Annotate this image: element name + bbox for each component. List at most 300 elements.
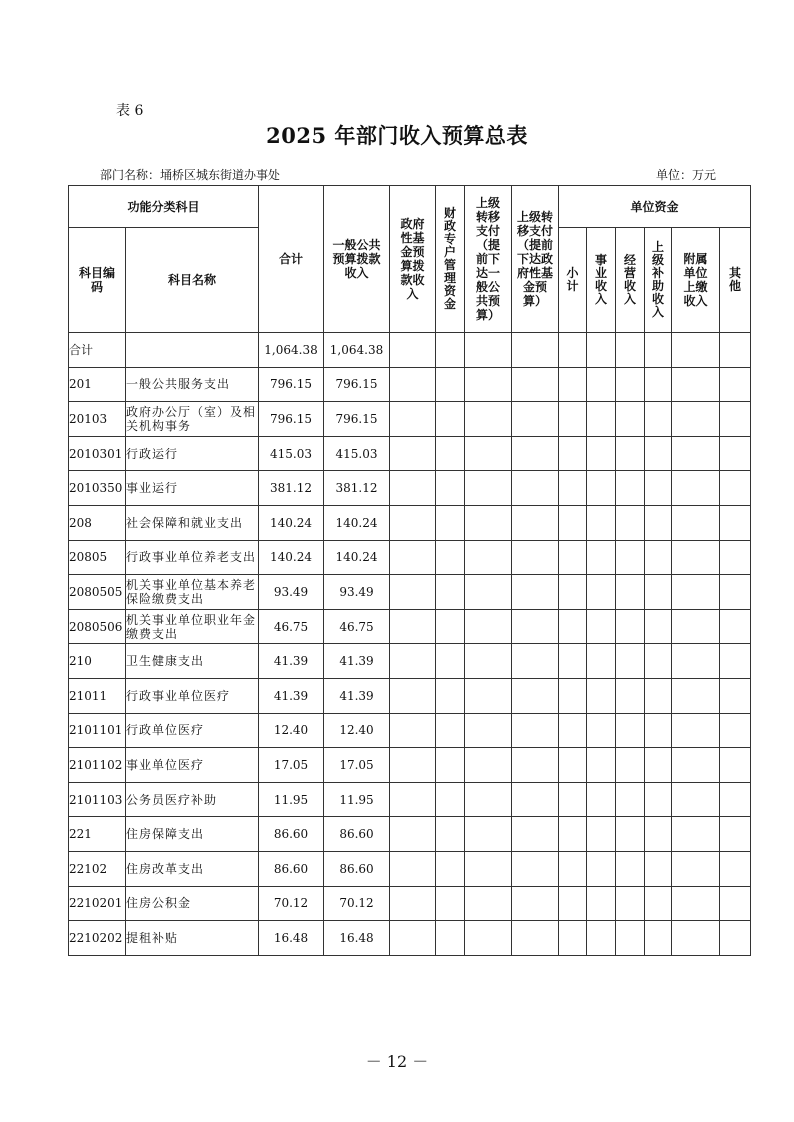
row-empty-cell — [616, 817, 645, 852]
row-total: 93.49 — [259, 575, 324, 610]
row-total: 140.24 — [259, 540, 324, 575]
row-general-budget: 11.95 — [324, 782, 390, 817]
header-subtotal — [559, 228, 587, 333]
row-code: 2210201 — [69, 886, 126, 921]
row-total: 140.24 — [259, 505, 324, 540]
row-general-budget: 17.05 — [324, 748, 390, 783]
row-empty-cell — [465, 367, 512, 402]
row-empty-cell — [512, 575, 559, 610]
row-code: 2101102 — [69, 748, 126, 783]
row-empty-cell — [616, 782, 645, 817]
row-empty-cell — [645, 921, 672, 956]
row-general-budget: 796.15 — [324, 402, 390, 437]
row-empty-cell — [559, 402, 587, 437]
row-empty-cell — [720, 886, 751, 921]
row-empty-cell — [512, 817, 559, 852]
row-empty-cell — [672, 505, 720, 540]
row-empty-cell — [616, 678, 645, 713]
table-row — [69, 575, 751, 610]
row-empty-cell — [436, 921, 465, 956]
row-empty-cell — [436, 678, 465, 713]
row-empty-cell — [559, 540, 587, 575]
header-upper-transfer — [465, 186, 512, 333]
row-empty-cell — [587, 540, 616, 575]
row-total: 381.12 — [259, 471, 324, 506]
header-career-label: 事业收入 — [595, 253, 608, 306]
table-row — [69, 333, 751, 368]
row-empty-cell — [390, 471, 436, 506]
row-name: 政府办公厅（室）及相关机构事务 — [126, 402, 259, 437]
row-empty-cell — [720, 402, 751, 437]
row-empty-cell — [436, 505, 465, 540]
row-name: 事业单位医疗 — [126, 748, 259, 783]
row-empty-cell — [645, 644, 672, 679]
row-total: 41.39 — [259, 644, 324, 679]
row-empty-cell — [587, 921, 616, 956]
row-empty-cell — [390, 748, 436, 783]
row-general-budget: 415.03 — [324, 436, 390, 471]
row-empty-cell — [672, 678, 720, 713]
row-empty-cell — [390, 333, 436, 368]
row-general-budget: 140.24 — [324, 505, 390, 540]
row-empty-cell — [672, 540, 720, 575]
department-name: 部门名称：埇桥区城东街道办事处 — [100, 168, 281, 182]
header-other-label: 其他 — [729, 266, 742, 293]
row-empty-cell — [512, 402, 559, 437]
row-empty-cell — [720, 713, 751, 748]
row-empty-cell — [465, 436, 512, 471]
row-code: 201 — [69, 367, 126, 402]
row-empty-cell — [616, 851, 645, 886]
header-fiscal-special-label: 财政专户管理资金 — [444, 206, 457, 311]
row-empty-cell — [465, 575, 512, 610]
row-code: 21011 — [69, 678, 126, 713]
row-empty-cell — [436, 575, 465, 610]
row-empty-cell — [559, 471, 587, 506]
row-name: 住房保障支出 — [126, 817, 259, 852]
row-empty-cell — [616, 713, 645, 748]
row-general-budget: 93.49 — [324, 575, 390, 610]
row-empty-cell — [465, 402, 512, 437]
row-code: 2101103 — [69, 782, 126, 817]
header-gov-fund-label: 政府性基金预算拨款收入 — [400, 217, 425, 301]
row-empty-cell — [616, 436, 645, 471]
row-empty-cell — [436, 402, 465, 437]
row-name: 机关事业单位基本养老保险缴费支出 — [126, 575, 259, 610]
row-general-budget: 41.39 — [324, 644, 390, 679]
row-empty-cell — [645, 505, 672, 540]
row-general-budget: 1,064.38 — [324, 333, 390, 368]
row-empty-cell — [390, 609, 436, 644]
row-code: 221 — [69, 817, 126, 852]
row-empty-cell — [559, 575, 587, 610]
row-empty-cell — [436, 713, 465, 748]
row-total: 16.48 — [259, 921, 324, 956]
row-empty-cell — [512, 886, 559, 921]
table-row — [69, 367, 751, 402]
row-total: 41.39 — [259, 678, 324, 713]
row-empty-cell — [436, 540, 465, 575]
row-empty-cell — [587, 575, 616, 610]
row-code: 2080505 — [69, 575, 126, 610]
row-total: 1,064.38 — [259, 333, 324, 368]
page-number: － 12 － — [365, 1052, 429, 1071]
row-total: 415.03 — [259, 436, 324, 471]
row-empty-cell — [512, 333, 559, 368]
row-empty-cell — [465, 817, 512, 852]
row-empty-cell — [512, 367, 559, 402]
row-empty-cell — [645, 886, 672, 921]
header-affiliated — [672, 228, 720, 333]
row-total: 12.40 — [259, 713, 324, 748]
row-empty-cell — [672, 436, 720, 471]
row-name: 社会保障和就业支出 — [126, 505, 259, 540]
row-empty-cell — [465, 644, 512, 679]
header-code-label: 科目编码 — [79, 266, 116, 294]
row-empty-cell — [436, 644, 465, 679]
row-empty-cell — [559, 921, 587, 956]
row-empty-cell — [465, 471, 512, 506]
row-empty-cell — [465, 505, 512, 540]
row-empty-cell — [672, 782, 720, 817]
row-total: 86.60 — [259, 817, 324, 852]
header-upper-transfer-fund-label: 上级转移支付（提前下达政府性基金预算） — [517, 210, 554, 308]
row-empty-cell — [390, 575, 436, 610]
row-empty-cell — [672, 471, 720, 506]
table-row — [69, 782, 751, 817]
row-total: 796.15 — [259, 367, 324, 402]
table-row — [69, 678, 751, 713]
row-empty-cell — [587, 505, 616, 540]
row-empty-cell — [720, 921, 751, 956]
table-row — [69, 644, 751, 679]
row-name — [126, 333, 259, 368]
row-code: 2010301 — [69, 436, 126, 471]
row-general-budget: 381.12 — [324, 471, 390, 506]
row-empty-cell — [616, 333, 645, 368]
header-fiscal-special — [436, 186, 465, 333]
row-empty-cell — [645, 367, 672, 402]
row-empty-cell — [436, 851, 465, 886]
header-general-budget-label: 一般公共预算拨款收入 — [332, 238, 381, 280]
row-empty-cell — [390, 921, 436, 956]
row-empty-cell — [720, 575, 751, 610]
row-empty-cell — [436, 436, 465, 471]
row-empty-cell — [465, 851, 512, 886]
row-empty-cell — [587, 367, 616, 402]
row-empty-cell — [720, 782, 751, 817]
row-empty-cell — [645, 402, 672, 437]
table-row — [69, 402, 751, 437]
row-empty-cell — [645, 817, 672, 852]
row-empty-cell — [512, 713, 559, 748]
row-empty-cell — [616, 644, 645, 679]
row-empty-cell — [672, 851, 720, 886]
table-row — [69, 921, 751, 956]
row-code: 合计 — [69, 333, 126, 368]
row-name: 机关事业单位职业年金缴费支出 — [126, 609, 259, 644]
row-empty-cell — [390, 644, 436, 679]
row-empty-cell — [720, 609, 751, 644]
row-empty-cell — [390, 886, 436, 921]
row-empty-cell — [672, 333, 720, 368]
row-empty-cell — [587, 402, 616, 437]
row-empty-cell — [390, 817, 436, 852]
table-row — [69, 471, 751, 506]
row-empty-cell — [587, 471, 616, 506]
row-empty-cell — [587, 886, 616, 921]
row-name: 事业运行 — [126, 471, 259, 506]
unit-label: 单位：万元 — [656, 168, 717, 182]
row-empty-cell — [645, 851, 672, 886]
row-empty-cell — [390, 678, 436, 713]
row-empty-cell — [645, 436, 672, 471]
row-empty-cell — [512, 644, 559, 679]
row-code: 2010350 — [69, 471, 126, 506]
row-empty-cell — [587, 609, 616, 644]
row-empty-cell — [436, 367, 465, 402]
row-empty-cell — [559, 367, 587, 402]
row-code: 2101101 — [69, 713, 126, 748]
row-empty-cell — [465, 782, 512, 817]
row-general-budget: 70.12 — [324, 886, 390, 921]
row-empty-cell — [616, 402, 645, 437]
row-general-budget: 12.40 — [324, 713, 390, 748]
header-upper-subsidy — [645, 228, 672, 333]
page-title: 2025 年部门收入预算总表 — [266, 123, 528, 148]
row-empty-cell — [645, 333, 672, 368]
table-row — [69, 748, 751, 783]
row-empty-cell — [645, 782, 672, 817]
header-operating — [616, 228, 645, 333]
row-empty-cell — [720, 367, 751, 402]
row-empty-cell — [616, 505, 645, 540]
row-empty-cell — [616, 748, 645, 783]
row-empty-cell — [587, 748, 616, 783]
row-empty-cell — [559, 609, 587, 644]
row-empty-cell — [512, 436, 559, 471]
row-empty-cell — [720, 851, 751, 886]
header-affiliated-label: 附属单位上缴收入 — [683, 252, 708, 308]
row-empty-cell — [672, 575, 720, 610]
row-empty-cell — [512, 678, 559, 713]
row-empty-cell — [465, 678, 512, 713]
row-name: 公务员医疗补助 — [126, 782, 259, 817]
row-empty-cell — [465, 748, 512, 783]
row-empty-cell — [512, 851, 559, 886]
header-total: 合计 — [259, 186, 324, 333]
row-empty-cell — [672, 713, 720, 748]
row-empty-cell — [390, 402, 436, 437]
row-empty-cell — [512, 782, 559, 817]
row-code: 2080506 — [69, 609, 126, 644]
row-empty-cell — [465, 921, 512, 956]
row-empty-cell — [559, 713, 587, 748]
row-empty-cell — [720, 817, 751, 852]
row-empty-cell — [436, 782, 465, 817]
row-name: 行政单位医疗 — [126, 713, 259, 748]
row-empty-cell — [645, 471, 672, 506]
row-name: 卫生健康支出 — [126, 644, 259, 679]
row-empty-cell — [587, 851, 616, 886]
row-general-budget: 86.60 — [324, 817, 390, 852]
row-empty-cell — [672, 817, 720, 852]
header-gov-fund — [390, 186, 436, 333]
row-empty-cell — [390, 782, 436, 817]
row-total: 17.05 — [259, 748, 324, 783]
row-empty-cell — [390, 540, 436, 575]
budget-table — [68, 185, 751, 956]
header-func-class: 功能分类科目 — [69, 186, 259, 228]
row-empty-cell — [616, 367, 645, 402]
row-empty-cell — [587, 782, 616, 817]
row-empty-cell — [559, 333, 587, 368]
row-empty-cell — [390, 505, 436, 540]
row-empty-cell — [616, 921, 645, 956]
row-total: 86.60 — [259, 851, 324, 886]
table-row — [69, 817, 751, 852]
row-empty-cell — [616, 609, 645, 644]
row-name: 行政运行 — [126, 436, 259, 471]
row-name: 一般公共服务支出 — [126, 367, 259, 402]
row-empty-cell — [672, 644, 720, 679]
row-general-budget: 796.15 — [324, 367, 390, 402]
row-code: 2210202 — [69, 921, 126, 956]
table-row — [69, 609, 751, 644]
header-name: 科目名称 — [126, 228, 259, 333]
row-empty-cell — [720, 678, 751, 713]
row-empty-cell — [672, 367, 720, 402]
row-total: 46.75 — [259, 609, 324, 644]
row-general-budget: 46.75 — [324, 609, 390, 644]
row-empty-cell — [559, 748, 587, 783]
row-name: 住房公积金 — [126, 886, 259, 921]
row-empty-cell — [390, 367, 436, 402]
row-empty-cell — [645, 575, 672, 610]
row-empty-cell — [616, 540, 645, 575]
row-total: 11.95 — [259, 782, 324, 817]
row-empty-cell — [512, 748, 559, 783]
row-empty-cell — [559, 505, 587, 540]
row-empty-cell — [645, 748, 672, 783]
row-empty-cell — [512, 921, 559, 956]
table-row — [69, 713, 751, 748]
table-label: 表 6 — [116, 103, 144, 119]
header-upper-subsidy-label: 上级补助收入 — [652, 240, 665, 319]
row-empty-cell — [587, 713, 616, 748]
row-empty-cell — [559, 817, 587, 852]
row-code: 20103 — [69, 402, 126, 437]
row-empty-cell — [436, 471, 465, 506]
header-subtotal-label: 小计 — [566, 266, 579, 293]
row-empty-cell — [465, 886, 512, 921]
row-general-budget: 41.39 — [324, 678, 390, 713]
row-empty-cell — [436, 817, 465, 852]
row-empty-cell — [720, 436, 751, 471]
row-empty-cell — [616, 471, 645, 506]
row-general-budget: 140.24 — [324, 540, 390, 575]
row-empty-cell — [720, 471, 751, 506]
row-empty-cell — [390, 713, 436, 748]
row-empty-cell — [645, 713, 672, 748]
row-empty-cell — [559, 782, 587, 817]
row-name: 住房改革支出 — [126, 851, 259, 886]
row-empty-cell — [672, 921, 720, 956]
row-empty-cell — [559, 436, 587, 471]
table-row — [69, 886, 751, 921]
row-empty-cell — [390, 436, 436, 471]
table-row — [69, 540, 751, 575]
row-empty-cell — [559, 886, 587, 921]
header-upper-transfer-fund — [512, 186, 559, 333]
row-empty-cell — [559, 851, 587, 886]
row-name: 行政事业单位医疗 — [126, 678, 259, 713]
row-empty-cell — [587, 436, 616, 471]
row-empty-cell — [672, 748, 720, 783]
row-empty-cell — [512, 505, 559, 540]
row-code: 210 — [69, 644, 126, 679]
row-empty-cell — [512, 540, 559, 575]
row-code: 22102 — [69, 851, 126, 886]
row-empty-cell — [720, 644, 751, 679]
row-total: 796.15 — [259, 402, 324, 437]
header-upper-transfer-label: 上级转移支付（提前下达一般公共预算） — [476, 196, 501, 322]
row-empty-cell — [672, 886, 720, 921]
row-code: 208 — [69, 505, 126, 540]
header-general-budget — [324, 186, 390, 333]
row-empty-cell — [672, 609, 720, 644]
row-empty-cell — [587, 817, 616, 852]
row-empty-cell — [645, 540, 672, 575]
header-other — [720, 228, 751, 333]
row-empty-cell — [512, 471, 559, 506]
row-total: 70.12 — [259, 886, 324, 921]
row-empty-cell — [720, 748, 751, 783]
row-empty-cell — [720, 333, 751, 368]
row-empty-cell — [559, 644, 587, 679]
row-name: 行政事业单位养老支出 — [126, 540, 259, 575]
row-general-budget: 86.60 — [324, 851, 390, 886]
row-empty-cell — [436, 886, 465, 921]
row-empty-cell — [587, 333, 616, 368]
row-empty-cell — [390, 851, 436, 886]
header-code — [69, 228, 126, 333]
row-empty-cell — [616, 886, 645, 921]
row-empty-cell — [559, 678, 587, 713]
row-empty-cell — [616, 575, 645, 610]
table-row — [69, 436, 751, 471]
row-name: 提租补贴 — [126, 921, 259, 956]
table-row — [69, 851, 751, 886]
row-general-budget: 16.48 — [324, 921, 390, 956]
row-empty-cell — [436, 609, 465, 644]
header-unit-funds: 单位资金 — [559, 186, 751, 228]
row-empty-cell — [672, 402, 720, 437]
row-empty-cell — [436, 748, 465, 783]
row-empty-cell — [465, 609, 512, 644]
row-empty-cell — [720, 505, 751, 540]
header-career — [587, 228, 616, 333]
header-operating-label: 经营收入 — [624, 253, 637, 306]
row-empty-cell — [436, 333, 465, 368]
row-empty-cell — [720, 540, 751, 575]
row-empty-cell — [587, 678, 616, 713]
row-empty-cell — [465, 540, 512, 575]
row-empty-cell — [645, 609, 672, 644]
row-empty-cell — [645, 678, 672, 713]
row-empty-cell — [465, 333, 512, 368]
row-empty-cell — [587, 644, 616, 679]
